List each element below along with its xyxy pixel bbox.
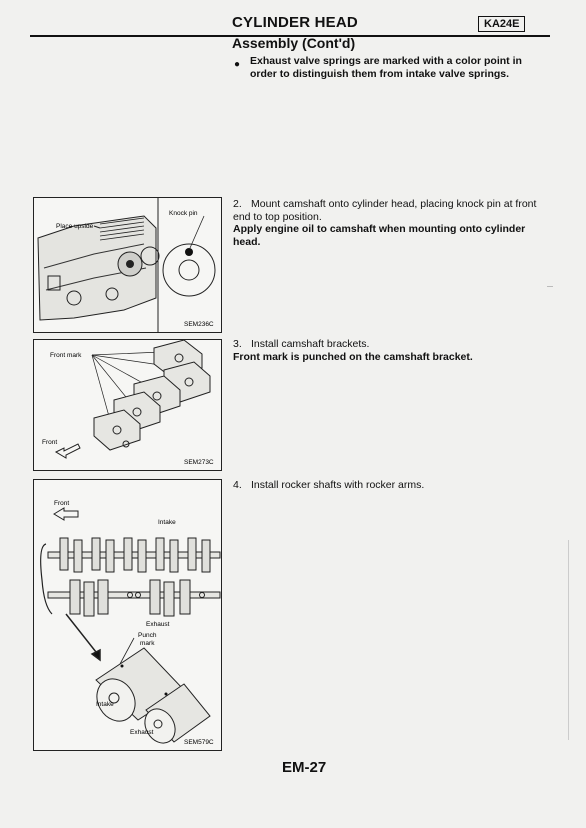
page-title: CYLINDER HEAD [232, 14, 358, 31]
figure-camshaft-knock-pin [33, 197, 222, 333]
label-exhaust-bottom: Exhaust [130, 729, 154, 736]
figure-camshaft-brackets [33, 339, 222, 471]
label-punch-mark: mark [140, 640, 155, 647]
label-front-mark: Front mark [50, 352, 82, 359]
figure-rocker-shafts [33, 479, 222, 751]
step-text: Mount camshaft onto cylinder head, placing knock pin at front end to top position. [233, 198, 537, 223]
step-2 [233, 198, 545, 224]
section-subtitle: Assembly (Cont'd) [232, 35, 356, 51]
step-3-note: Front mark is punched on the camshaft bracket. [233, 351, 473, 363]
intro-bullet-text: Exhaust valve springs are marked with a color point in order to distinguish them from intake valve springs. [250, 55, 522, 80]
scan-speck [547, 286, 553, 287]
figure-code: SEM236C [184, 321, 214, 328]
label-intake-bottom: Intake [96, 701, 114, 708]
page-number: EM-27 [282, 759, 327, 776]
label-exhaust: Exhaust [146, 621, 170, 628]
scan-edge-mark [568, 540, 569, 740]
step-text: Install camshaft brackets. [251, 338, 370, 350]
bullet-icon: ● [234, 59, 241, 70]
label-intake: Intake [158, 519, 176, 526]
step-number: 4. [233, 479, 242, 491]
figure-code: SEM579C [184, 739, 214, 746]
step-text: Install rocker shafts with rocker arms. [251, 479, 425, 491]
label-front: Front [54, 500, 70, 507]
step-2-note: Apply engine oil to camshaft when mounting onto cylinder head. [233, 223, 526, 248]
figure-code: SEM273C [184, 459, 214, 466]
label-place-upside: Place upside [56, 223, 94, 230]
step-3 [233, 338, 545, 351]
label-punch: Punch [138, 632, 157, 639]
model-badge: KA24E [478, 16, 525, 32]
label-front: Front [42, 439, 58, 446]
step-number: 3. [233, 338, 242, 350]
step-4 [233, 479, 545, 492]
front-arrow-icon [54, 508, 78, 520]
step-number: 2. [233, 198, 242, 210]
front-arrow-icon [56, 444, 80, 458]
label-knock-pin: Knock pin [169, 210, 198, 217]
